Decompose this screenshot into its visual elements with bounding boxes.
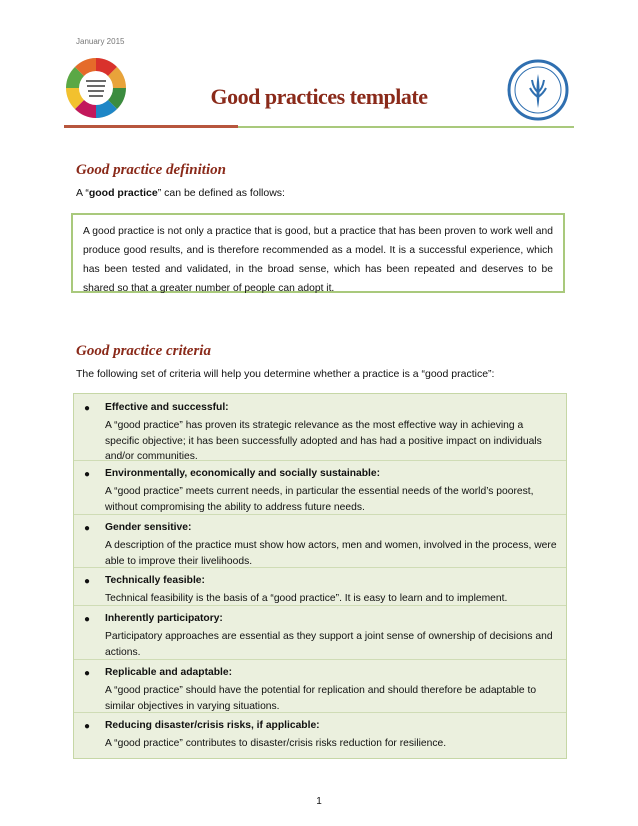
bullet-icon: ● bbox=[84, 576, 91, 587]
criterion-title: Reducing disaster/crisis risks, if applicable: bbox=[105, 720, 320, 731]
criterion-text: A description of the practice must show how actors, men and women, involved in the process, were able to improve their livelihoods. bbox=[105, 540, 557, 567]
bullet-icon: ● bbox=[84, 614, 91, 625]
date-label: January 2015 bbox=[76, 37, 125, 46]
bullet-icon: ● bbox=[84, 403, 91, 414]
bullet-icon: ● bbox=[84, 523, 91, 534]
page-number: 1 bbox=[316, 796, 322, 807]
title-rule-green bbox=[238, 126, 574, 128]
list-item bbox=[74, 460, 566, 515]
criterion-text: Technical feasibility is the basis of a “good practice”. It is easy to learn and to implement. bbox=[105, 593, 508, 604]
list-item bbox=[74, 567, 566, 606]
criterion-title: Environmentally, economically and socially sustainable: bbox=[105, 468, 381, 479]
list-item bbox=[74, 394, 566, 461]
criterion-title: Replicable and adaptable: bbox=[105, 667, 233, 678]
criteria-heading: Good practice criteria bbox=[76, 343, 211, 359]
title-rule-red bbox=[64, 125, 238, 128]
bullet-icon: ● bbox=[84, 721, 91, 732]
definition-intro: A “good practice” can be defined as follows: bbox=[76, 187, 285, 199]
bullet-icon: ● bbox=[84, 469, 91, 480]
criterion-title: Technically feasible: bbox=[105, 575, 205, 586]
criterion-title: Effective and successful: bbox=[105, 402, 229, 413]
bullet-icon: ● bbox=[84, 668, 91, 679]
criterion-title: Inherently participatory: bbox=[105, 613, 223, 624]
definition-box: A good practice is not only a practice that is good, but a practice that has been proven to work well and produce good results, and is therefore recommended as a model. It is a successful experience, which has been tested and validated, in the broad sense, which has been repeated and deserves to be shared so that a greater number of people can adopt it. bbox=[71, 213, 565, 293]
criterion-title: Gender sensitive: bbox=[105, 522, 192, 533]
criterion-text: A “good practice” has proven its strategic relevance as the most effective way in achieving a specific objective; it has been successfully adopted and has had a positive impact on individuals and/or communities. bbox=[105, 420, 542, 462]
list-item bbox=[74, 712, 566, 758]
list-item bbox=[74, 605, 566, 660]
list-item bbox=[74, 659, 566, 713]
criterion-text: A “good practice” meets current needs, in particular the essential needs of the world’s poorest, without compromising the ability to address future needs. bbox=[105, 486, 534, 513]
criteria-box bbox=[73, 393, 567, 759]
criteria-intro: The following set of criteria will help you determine whether a practice is a “good practice”: bbox=[76, 368, 495, 380]
list-item bbox=[74, 514, 566, 568]
criterion-text: A “good practice” should have the potential for replication and should therefore be adaptable to similar objectives in varying situations. bbox=[105, 685, 537, 712]
criterion-text: A “good practice” contributes to disaster/crisis risks reduction for resilience. bbox=[105, 738, 447, 749]
fao-logo bbox=[506, 58, 570, 122]
definition-heading: Good practice definition bbox=[76, 162, 226, 178]
page-title: Good practices template bbox=[210, 84, 428, 109]
criterion-text: Participatory approaches are essential as they support a joint sense of ownership of decisions and actions. bbox=[105, 631, 553, 658]
